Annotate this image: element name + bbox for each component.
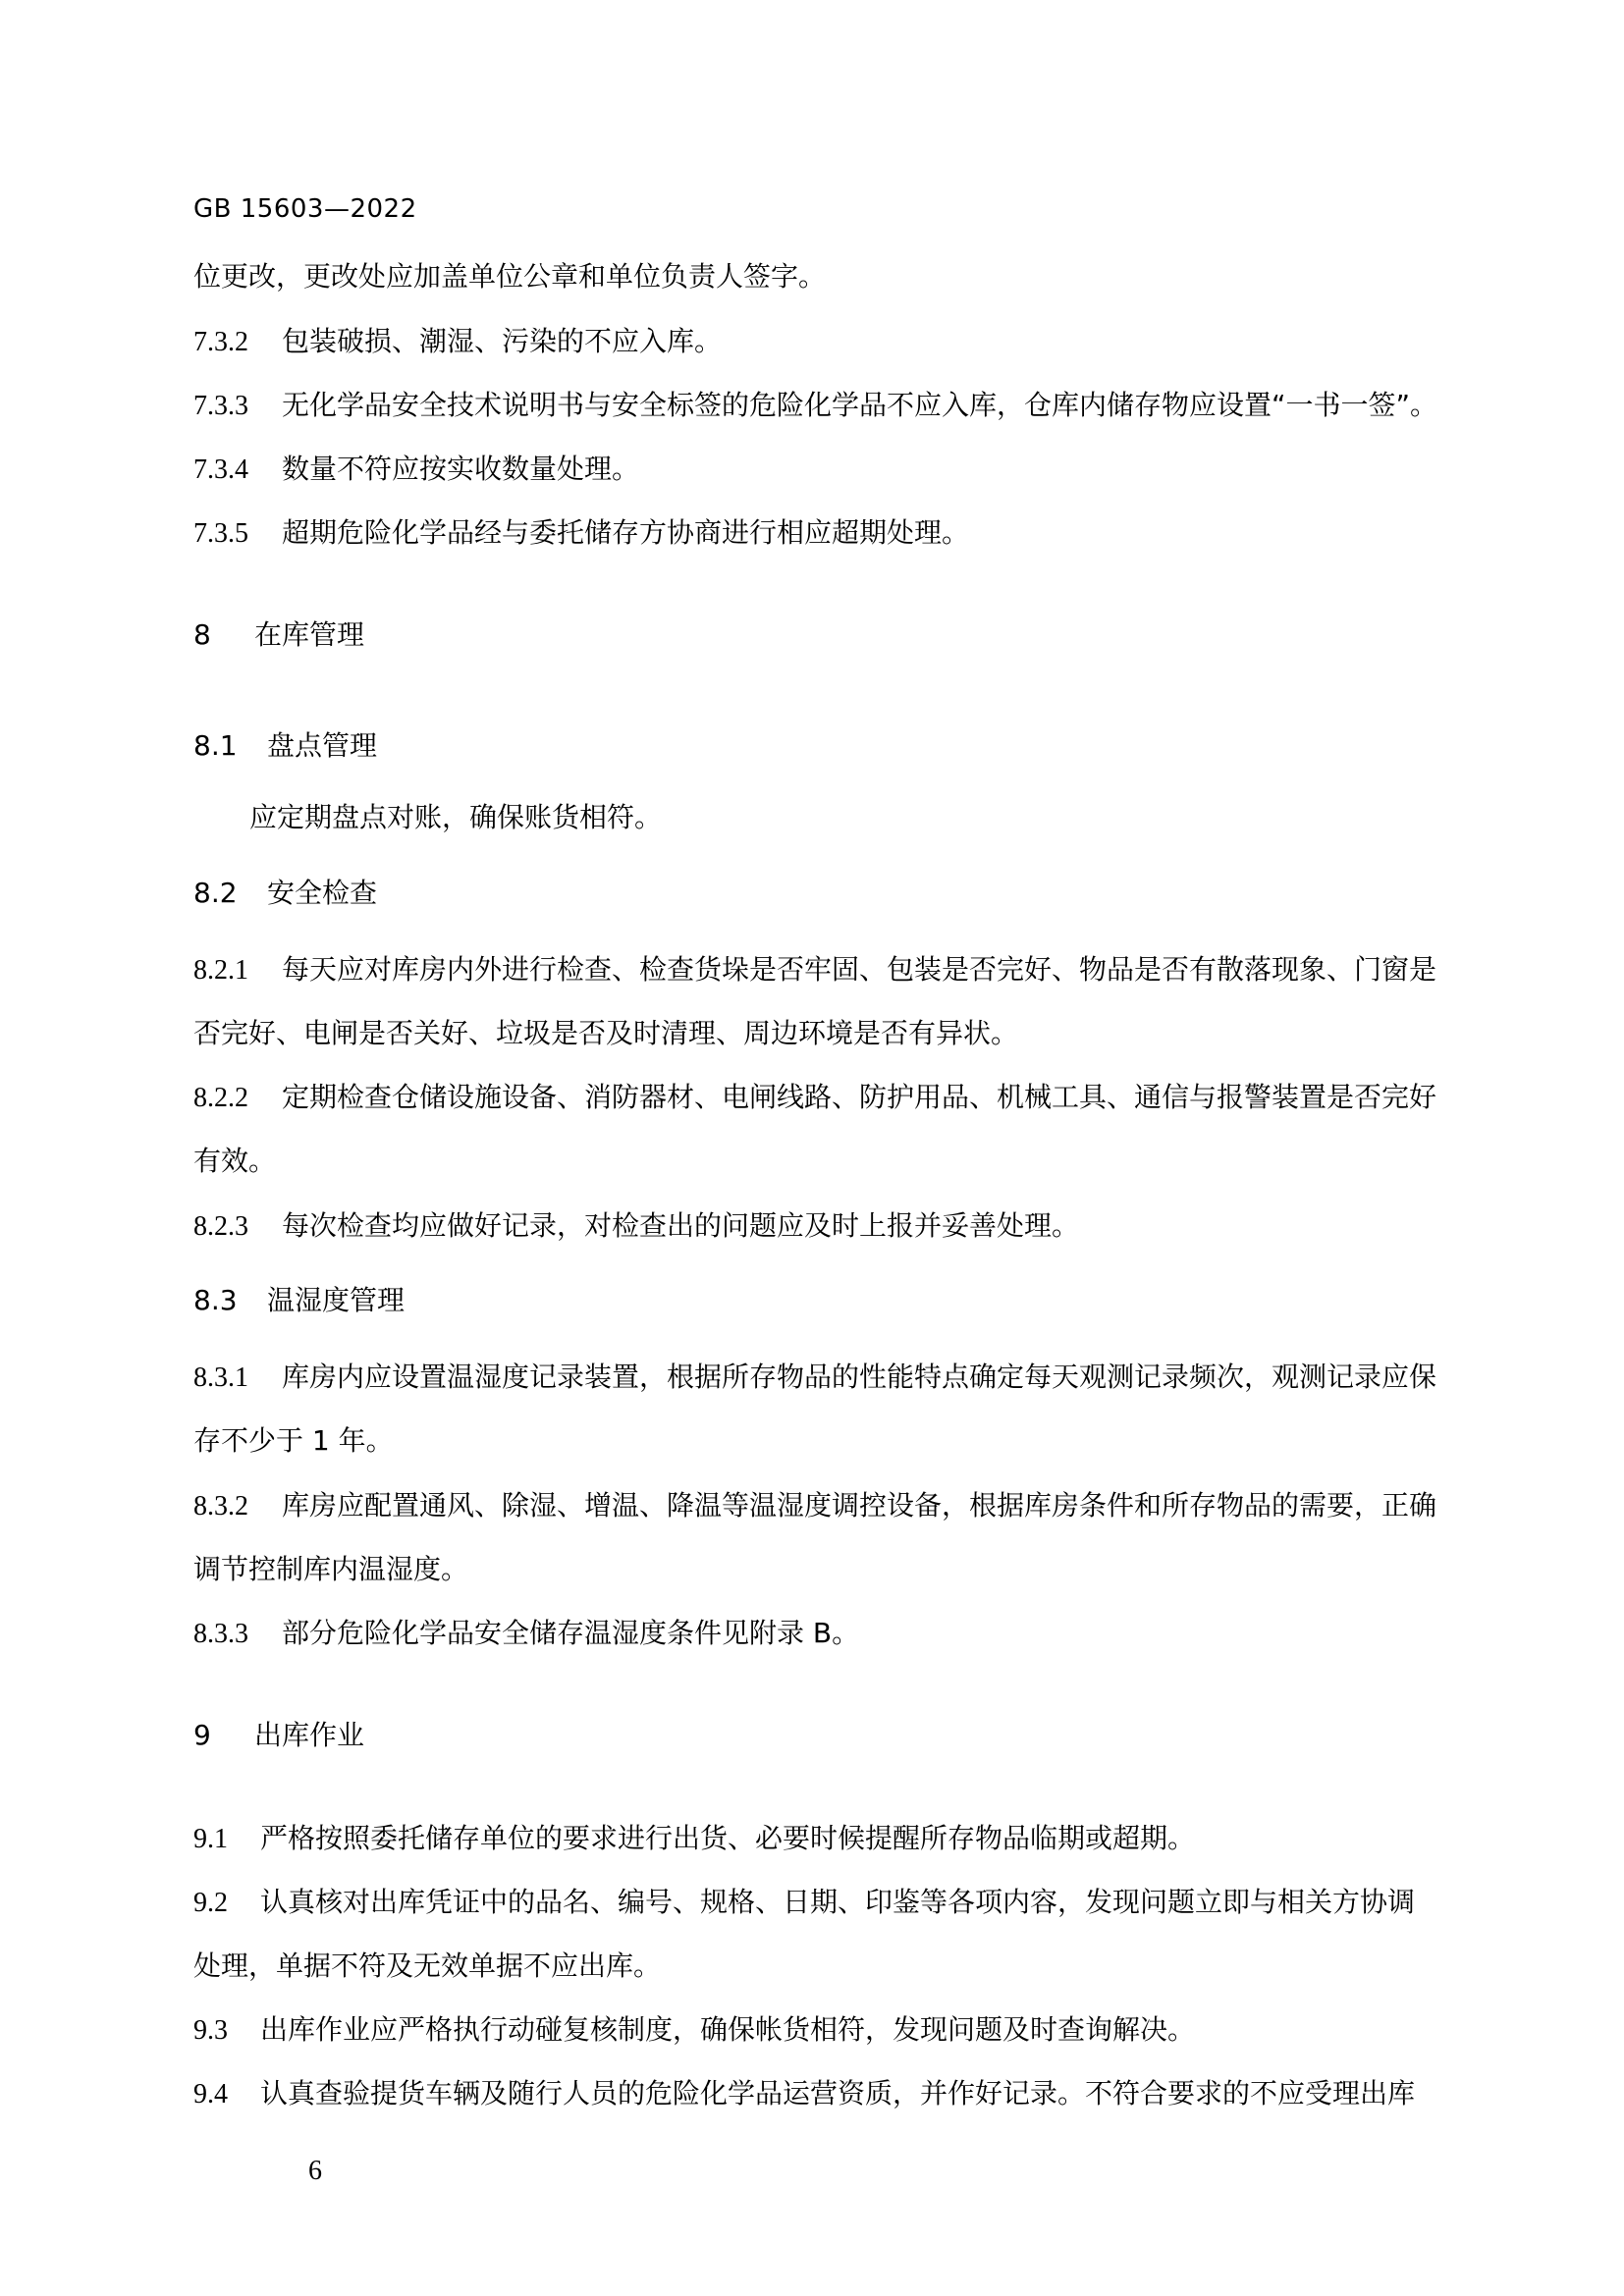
clause-7-3-2 <box>193 322 722 362</box>
clause-text: 每次检查均应做好记录，对检查出的问题应及时上报并妥善处理。 <box>282 1209 1080 1242</box>
clause-number: 9.2 <box>193 1888 228 1918</box>
clause-8-2-2-line-1 <box>193 1078 1436 1118</box>
clause-text: 严格按照委托储存单位的要求进行出货、必要时候提醒所存物品临期或超期。 <box>260 1822 1196 1854</box>
clause-8-3-1-line-1 <box>193 1358 1436 1398</box>
clause-text: 超期危险化学品经与委托储存方协商进行相应超期处理。 <box>282 516 970 549</box>
clause-number: 8.3.3 <box>193 1619 248 1649</box>
clause-7-3-5 <box>193 513 969 554</box>
heading-number: 8.3 <box>193 1284 238 1316</box>
clause-7-3-4 <box>193 450 639 490</box>
clause-8-2-1-line-2: 否完好、电闸是否关好、垃圾是否及时清理、周边环境是否有异状。 <box>193 1017 1019 1049</box>
paragraph-8-1: 应定期盘点对账，确保账货相符。 <box>249 801 663 833</box>
clause-7-3-3 <box>193 386 1437 426</box>
clause-number: 8.2.1 <box>193 955 248 986</box>
clause-text: 部分危险化学品安全储存温湿度条件见附录 B。 <box>282 1617 860 1649</box>
heading-8-1 <box>193 726 377 766</box>
clause-9-3 <box>193 2010 1195 2051</box>
clause-number: 7.3.2 <box>193 327 248 357</box>
clause-9-1 <box>193 1819 1195 1859</box>
clause-text: 数量不符应按实收数量处理。 <box>282 453 640 485</box>
standard-id: GB 15603—2022 <box>193 194 417 224</box>
clause-8-2-1-line-1 <box>193 950 1436 990</box>
clause-9-4 <box>193 2074 1415 2114</box>
clause-text: 包装破损、潮湿、污染的不应入库。 <box>282 325 723 357</box>
clause-number: 7.3.5 <box>193 518 248 549</box>
clause-number: 9.4 <box>193 2079 228 2109</box>
clause-text: 出库作业应严格执行动碰复核制度，确保帐货相符，发现问题及时查询解决。 <box>260 2013 1196 2046</box>
clause-number: 8.2.3 <box>193 1211 248 1242</box>
heading-number: 8.1 <box>193 729 238 762</box>
heading-text: 温湿度管理 <box>267 1284 406 1316</box>
heading-text: 在库管理 <box>254 618 365 651</box>
clause-9-2-line-1 <box>193 1883 1415 1923</box>
heading-text: 出库作业 <box>254 1719 365 1751</box>
clause-number: 9.1 <box>193 1824 228 1854</box>
heading-8-3 <box>193 1281 405 1320</box>
clause-8-3-2-line-1 <box>193 1486 1436 1526</box>
heading-number: 9 <box>193 1719 211 1751</box>
heading-number: 8.2 <box>193 877 238 909</box>
heading-8 <box>193 615 364 655</box>
heading-9 <box>193 1716 364 1755</box>
clause-8-3-1-line-2: 存不少于 1 年。 <box>193 1424 394 1457</box>
clause-8-3-3 <box>193 1614 859 1654</box>
clause-8-3-2-line-2: 调节控制库内温湿度。 <box>193 1553 469 1585</box>
page-number: 6 <box>308 2156 322 2186</box>
clause-8-2-2-line-2: 有效。 <box>193 1145 277 1177</box>
clause-number: 9.3 <box>193 2015 228 2046</box>
clause-text: 认真查验提货车辆及随行人员的危险化学品运营资质，并作好记录。不符合要求的不应受理出库 <box>260 2077 1416 2109</box>
clause-8-2-3 <box>193 1206 1079 1247</box>
heading-8-2 <box>193 874 377 913</box>
heading-text: 盘点管理 <box>267 729 378 762</box>
clause-number: 7.3.3 <box>193 391 248 421</box>
clause-number: 8.3.1 <box>193 1362 248 1393</box>
heading-number: 8 <box>193 618 211 651</box>
clause-text: 每天应对库房内外进行检查、检查货垛是否牢固、包装是否完好、物品是否有散落现象、门窗是 <box>282 953 1437 986</box>
continuation-line: 位更改，更改处应加盖单位公章和单位负责人签字。 <box>193 260 827 293</box>
clause-number: 8.3.2 <box>193 1491 248 1522</box>
clause-9-2-line-2: 处理，单据不符及无效单据不应出库。 <box>193 1949 662 1982</box>
clause-text: 定期检查仓储设施设备、消防器材、电闸线路、防护用品、机械工具、通信与报警装置是否完好 <box>282 1081 1437 1113</box>
clause-number: 8.2.2 <box>193 1083 248 1113</box>
clause-text: 库房应配置通风、除湿、增温、降温等温湿度调控设备，根据库房条件和所存物品的需要，正确 <box>282 1489 1437 1522</box>
clause-text: 无化学品安全技术说明书与安全标签的危险化学品不应入库，仓库内储存物应设置“一书一签”。 <box>282 389 1438 421</box>
clause-number: 7.3.4 <box>193 454 248 485</box>
heading-text: 安全检查 <box>267 877 378 909</box>
clause-text: 库房内应设置温湿度记录装置，根据所存物品的性能特点确定每天观测记录频次，观测记录应保 <box>282 1361 1437 1393</box>
clause-text: 认真核对出库凭证中的品名、编号、规格、日期、印鉴等各项内容，发现问题立即与相关方协调 <box>260 1886 1416 1918</box>
